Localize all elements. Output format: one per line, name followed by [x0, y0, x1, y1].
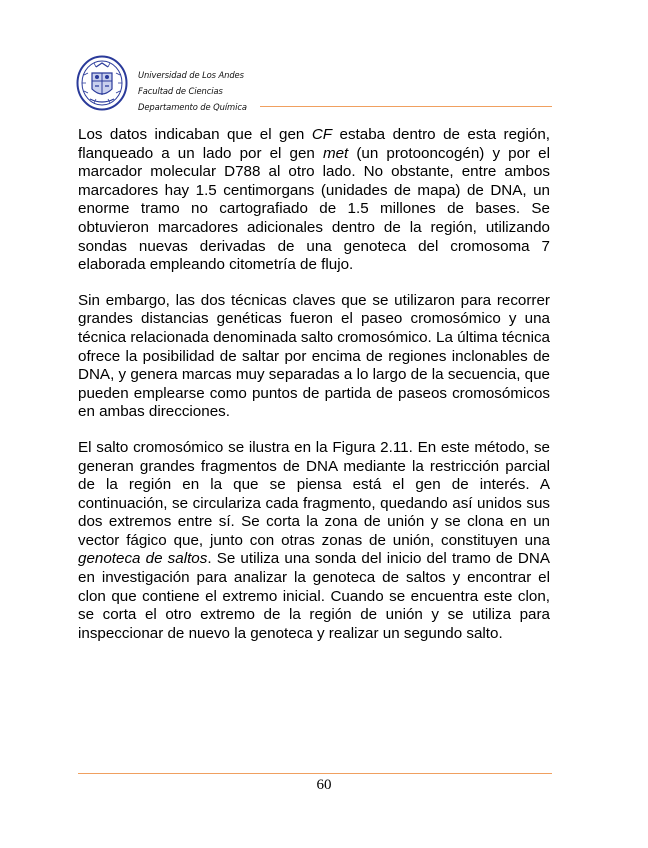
paragraph	[78, 126, 550, 275]
text-run: (un protooncogén) y por el marcador molecular D788 al otro lado. No obstante, entre ambos marcadores hay 1.5 centimorgans (unidades de mapa) de DNA, un enorme tramo no cartografiado de 1.5 millones de bases. Se obtuvieron marcadores adicionales dentro de la región, utilizando sondas nuevas derivadas de una genoteca del cromosoma 7 elaborada empleando citometría de flujo.	[78, 144, 550, 274]
paragraph	[78, 439, 550, 644]
paragraph	[78, 292, 550, 422]
text-run: Sin embargo, las dos técnicas claves que se utilizaron para recorrer grandes distancias genéticas fueron el paseo cromosómico y una técnica relacionada denominada salto cromosómico. La última técnica ofrece la posibilidad de saltar por encima de regiones inclonables de DNA, y genera marcas muy separadas a lo largo de la secuencia, que pueden emplearse como puntos de partida de paseos cromosómicos en ambas direcciones.	[78, 291, 550, 421]
italic-term: met	[322, 144, 349, 162]
header-rule	[260, 106, 552, 107]
page-number: 60	[316, 777, 332, 793]
university-name: Universidad de Los Andes	[138, 70, 244, 80]
page-header	[76, 55, 552, 113]
text-run: . Se utiliza una sonda del inicio del tramo de DNA en investigación para analizar la genoteca de saltos y encontrar el clon que contiene el extremo inicial. Cuando se encuentra este clon, se corta el otro extremo de la región de unión y se utiliza para inspeccionar de nuevo la genoteca y realizar un segundo salto.	[78, 550, 551, 642]
faculty-name: Facultad de Ciencias	[138, 86, 223, 96]
institution-block	[138, 67, 247, 115]
footer-rule	[78, 773, 552, 774]
text-run: estaba dentro de esta región, flanqueado a un lado por el gen	[78, 126, 550, 162]
department-name: Departamento de Química	[138, 102, 247, 112]
text-run: Los datos indicaban que el gen	[78, 126, 312, 143]
italic-term: CF	[311, 126, 333, 143]
university-seal-icon	[76, 55, 128, 111]
italic-term: genoteca de saltos	[78, 550, 208, 568]
body-text	[78, 126, 550, 660]
text-run: El salto cromosómico se ilustra en la Figura 2.11. En este método, se generan grandes fragmentos de DNA mediante la restricción parcial de la región en la que se piensa está el gen de interés. A continuación, se circulariza cada fragmento, quedando así unidos sus dos extremos entre sí. Se corta la zona de unión y se clona en un vector fágico que, junto con otras zonas de unión, constituyen una	[78, 438, 550, 549]
